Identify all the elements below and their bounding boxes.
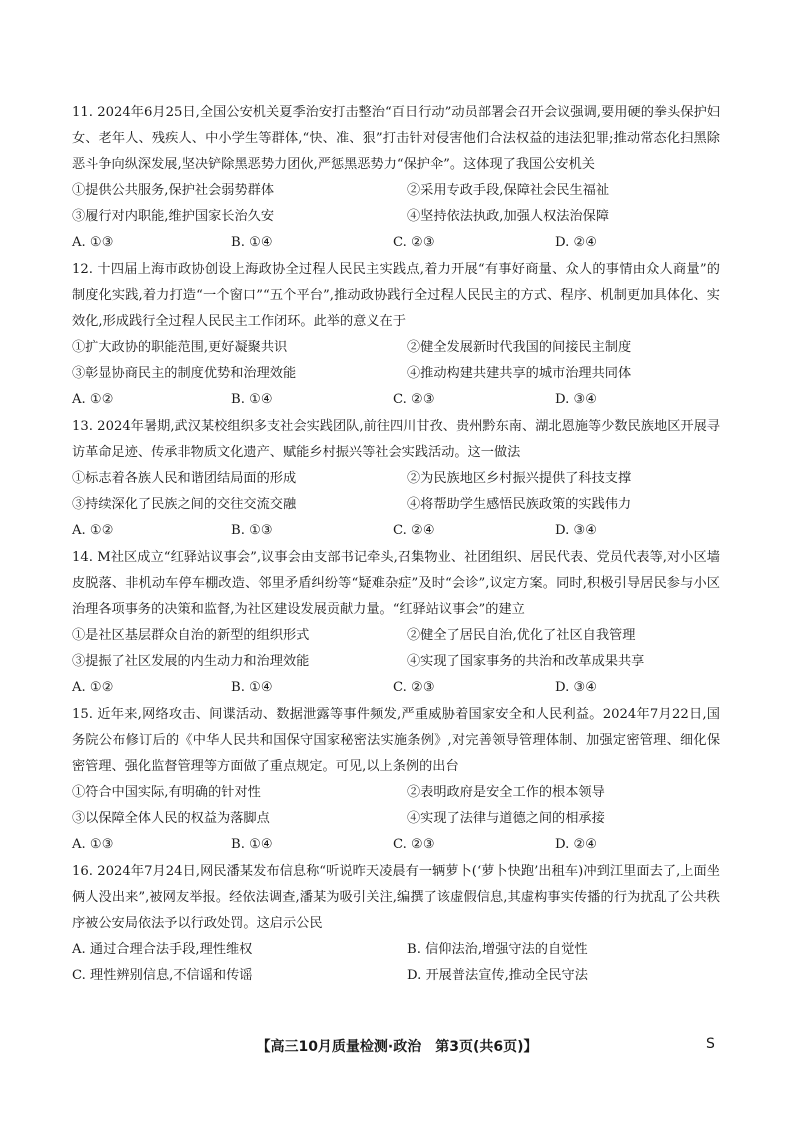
option-b: B. ①④ [231,392,273,407]
option-a: A. ①② [72,523,114,538]
statement-4: ④坚持依法执政,加强人权法治保障 [407,209,610,224]
statement-1: ①符合中国实际,有明确的针对性 [72,785,261,800]
statement-1: ①提供公共服务,保护社会弱势群体 [72,183,275,198]
statement-2: ②为民族地区乡村振兴提供了科技支撑 [407,471,632,486]
option-d: D. ②④ [555,837,598,852]
statement-4: ④推动构建共建共享的城市治理共同体 [407,366,632,381]
option-c: C. ②④ [393,523,435,538]
statement-list [72,178,720,230]
statement-list [72,335,720,387]
answer-options [72,832,720,858]
question-12 [72,257,720,413]
statement-list [72,780,720,832]
question-stem: 13. 2024年暑期,武汉某校组织多支社会实践团队,前往四川甘孜、贵州黔东南、湖北恩施等少数民族地区开展寻访革命足迹、传承非物质文化遗产、赋能乡村振兴等社会实践活动。这一做法 [72,419,720,460]
question-stem: 11. 2024年6月25日,全国公安机关夏季治安打击整治“百日行动”动员部署会召开会议强调,要用硬的拳头保护妇女、老年人、残疾人、中小学生等群体,“快、准、狠”打击针对侵害他们合法权益的违法犯罪;推动常态化扫黑除恶斗争向纵深发展,坚决铲除黑恶势力团伙,严惩黑恶势力“保护伞”。这体现了我国公安机关 [72,105,720,172]
option-a: A. ①② [72,392,114,407]
option-a: A. ①② [72,680,114,695]
option-d: D. 开展普法宣传,推动全民守法 [407,968,588,983]
question-stem: 14. M社区成立“红驿站议事会”,议事会由支部书记牵头,召集物业、社团组织、居民代表、党员代表等,对小区墙皮脱落、非机动车停车棚改造、邻里矛盾纠纷等“疑难杂症”及时“会诊”,议定方案。同时,积极引导居民参与小区治理各项事务的决策和监督,为社区建设发展贡献力量。“红驿站议事会”的建立 [72,550,720,617]
question-16 [72,859,720,989]
option-c: C. ②③ [393,235,435,250]
statement-3: ③以保障全体人民的权益为落脚点 [72,811,270,826]
option-a: A. 通过合理合法手段,理性维权 [72,942,253,957]
option-c: C. 理性辨别信息,不信谣和传谣 [72,968,253,983]
question-stem: 16. 2024年7月24日,网民潘某发布信息称“听说昨天凌晨有一辆萝卜(‘萝卜快跑’出租车)冲到江里面去了,上面坐俩人没出来”,被网友举报。经依法调查,潘某为吸引关注,编撰了该虚假信息,其虚构事实传播的行为扰乱了公共秩序被公安局依法予以行政处罚。这启示公民 [72,864,720,931]
question-stem: 15. 近年来,网络攻击、间谍活动、数据泄露等事件频发,严重威胁着国家安全和人民利益。2024年7月22日,国务院公布修订后的《中华人民共和国保守国家秘密法实施条例》,对完善领导管理体制、加强定密管理、细化保密管理、强化监督管理等方面做了重点规定。可见,以上条例的出台 [72,707,720,774]
option-c: C. ②③ [393,680,435,695]
statement-3: ③持续深化了民族之间的交往交流交融 [72,497,297,512]
option-a: A. ①③ [72,837,114,852]
answer-options [72,675,720,701]
footer-mark: S [706,1036,715,1052]
option-b: B. ①④ [231,235,273,250]
page-footer: 【高三10月质量检测·政治 第3页(共6页)】 [256,1039,538,1055]
option-c: C. ②③ [393,392,435,407]
statement-list [72,623,720,675]
statement-4: ④实现了国家事务的共治和改革成果共享 [407,654,645,669]
question-stem: 12. 十四届上海市政协创设上海政协全过程人民民主实践点,着力开展“有事好商量、众人的事情由众人商量”的制度化实践,着力打造“一个窗口”“五个平台”,推动政协践行全过程人民民主的方式、程序、机制更加具体化、实效化,形成践行全过程人民民主工作闭环。此举的意义在于 [72,262,720,329]
answer-options [72,518,720,544]
option-b: B. ①④ [231,837,273,852]
question-15 [72,702,720,858]
statement-2: ②健全发展新时代我国的间接民主制度 [407,340,632,355]
option-d: D. ③④ [555,523,598,538]
statement-2: ②表明政府是安全工作的根本领导 [407,785,605,800]
option-c: C. ②③ [393,837,435,852]
statement-list [72,466,720,518]
statement-2: ②健全了居民自治,优化了社区自我管理 [407,628,636,643]
option-d: D. ②④ [555,235,598,250]
statement-2: ②采用专政手段,保障社会民生福祉 [407,183,610,198]
option-d: D. ③④ [555,680,598,695]
question-list [72,100,720,990]
option-b: B. 信仰法治,增强守法的自觉性 [407,942,588,957]
option-a: A. ①③ [72,235,114,250]
statement-3: ③提振了社区发展的内生动力和治理效能 [72,654,310,669]
option-d: D. ③④ [555,392,598,407]
question-11 [72,100,720,256]
answer-options [72,387,720,413]
statement-1: ①扩大政协的职能范围,更好凝聚共识 [72,340,288,355]
statement-4: ④将帮助学生感悟民族政策的实践伟力 [407,497,632,512]
statement-4: ④实现了法律与道德之间的相承接 [407,811,605,826]
question-13 [72,414,720,544]
option-b: B. ①③ [231,523,273,538]
statement-3: ③履行对内职能,维护国家长治久安 [72,209,275,224]
answer-options [72,230,720,256]
statement-1: ①标志着各族人民和谐团结局面的形成 [72,471,297,486]
question-14 [72,545,720,701]
answer-options [72,937,720,989]
statement-3: ③彰显协商民主的制度优势和治理效能 [72,366,297,381]
option-b: B. ①④ [231,680,273,695]
statement-1: ①是社区基层群众自治的新型的组织形式 [72,628,310,643]
